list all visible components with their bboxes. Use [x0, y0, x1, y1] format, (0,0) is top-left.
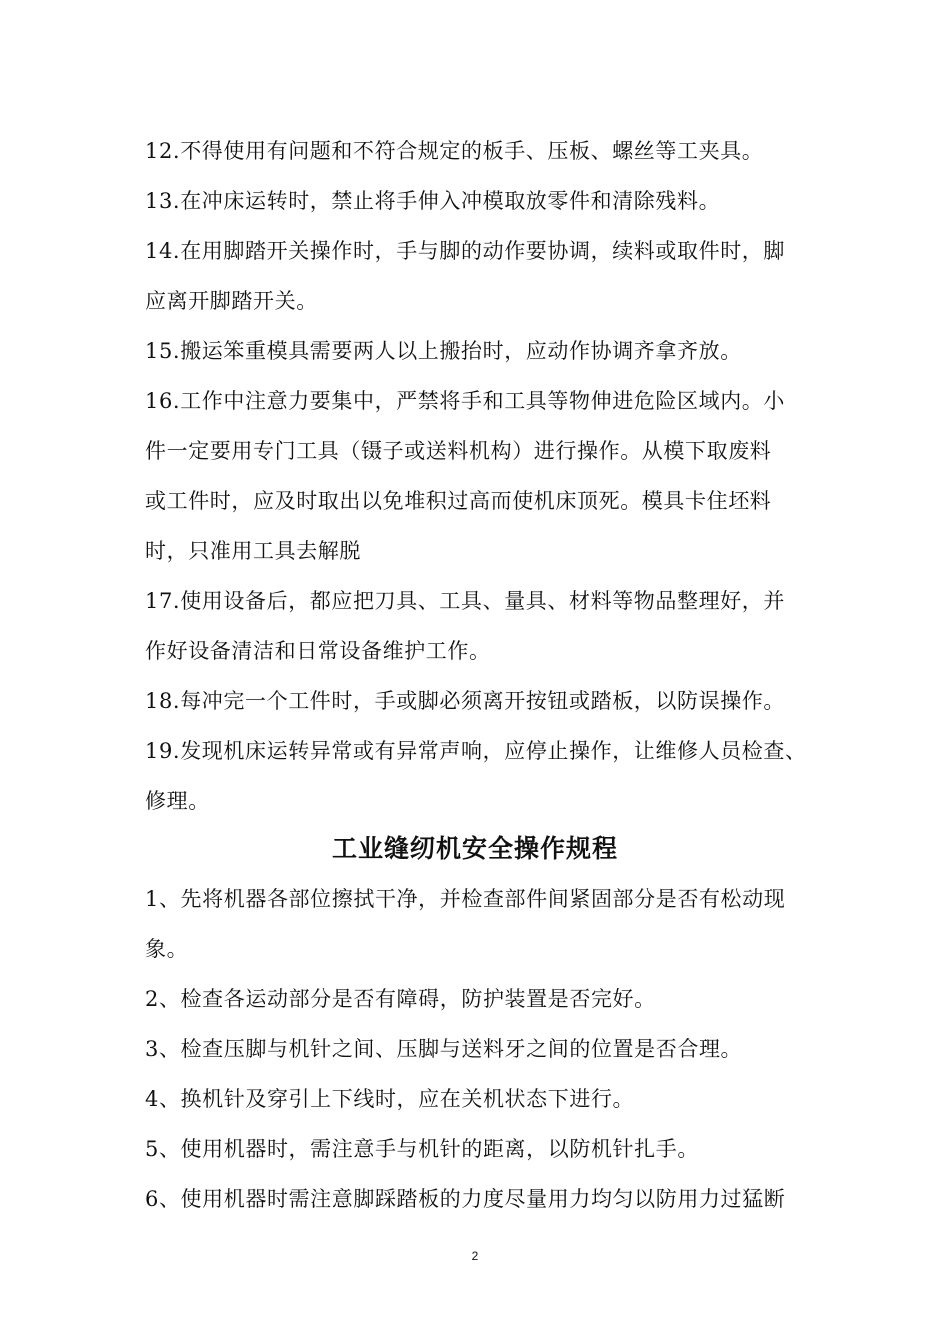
rule-17-line-1: 17.使用设备后，都应把刀具、工具、量具、材料等物品整理好，并: [145, 589, 785, 613]
step-5-line: 5、使用机器时，需注意手与机针的距离，以防机针扎手。: [145, 1137, 699, 1161]
rule-17-line-2: 作好设备清洁和日常设备维护工作。: [145, 639, 491, 663]
rule-14-line-1: 14.在用脚踏开关操作时，手与脚的动作要协调，续料或取件时，脚: [145, 239, 785, 263]
step-6-line: 6、使用机器时需注意脚踩踏板的力度尽量用力均匀以防用力过猛断: [145, 1187, 786, 1211]
section-title: 工业缝纫机安全操作规程: [331, 834, 618, 863]
step-1-line-1: 1、先将机器各部位擦拭干净，并检查部件间紧固部分是否有松动现: [145, 887, 786, 911]
rule-16-line-2: 件一定要用专门工具（镊子或送料机构）进行操作。从模下取废料: [145, 439, 772, 463]
rule-13-line: 13.在冲床运转时，禁止将手伸入冲模取放零件和清除残料。: [145, 189, 721, 213]
rule-19-line-1: 19.发现机床运转异常或有异常声响，应停止操作，让维修人员检查、: [145, 739, 807, 763]
rule-16-line-4: 时，只准用工具去解脱: [145, 539, 361, 563]
step-3-line: 3、检查压脚与机针之间、压脚与送料牙之间的位置是否合理。: [145, 1037, 743, 1061]
rule-19-line-2: 修理。: [145, 789, 210, 813]
rule-16-line-3: 或工件时，应及时取出以免堆积过高而使机床顶死。模具卡住坯料: [145, 489, 772, 513]
step-2-line: 2、检查各运动部分是否有障碍，防护装置是否完好。: [145, 987, 656, 1011]
step-4-line: 4、换机针及穿引上下线时，应在关机状态下进行。: [145, 1087, 635, 1111]
page-number: 2: [471, 1249, 479, 1263]
rule-15-line: 15.搬运笨重模具需要两人以上搬抬时，应动作协调齐拿齐放。: [145, 339, 742, 363]
rule-16-line-1: 16.工作中注意力要集中，严禁将手和工具等物伸进危险区域内。小: [145, 389, 785, 413]
step-1-line-2: 象。: [145, 937, 189, 961]
rule-18-line: 18.每冲完一个工件时，手或脚必须离开按钮或踏板，以防误操作。: [145, 689, 785, 713]
rule-14-line-2: 应离开脚踏开关。: [145, 289, 318, 313]
rule-12-line: 12.不得使用有问题和不符合规定的板手、压板、螺丝等工夹具。: [145, 139, 764, 163]
